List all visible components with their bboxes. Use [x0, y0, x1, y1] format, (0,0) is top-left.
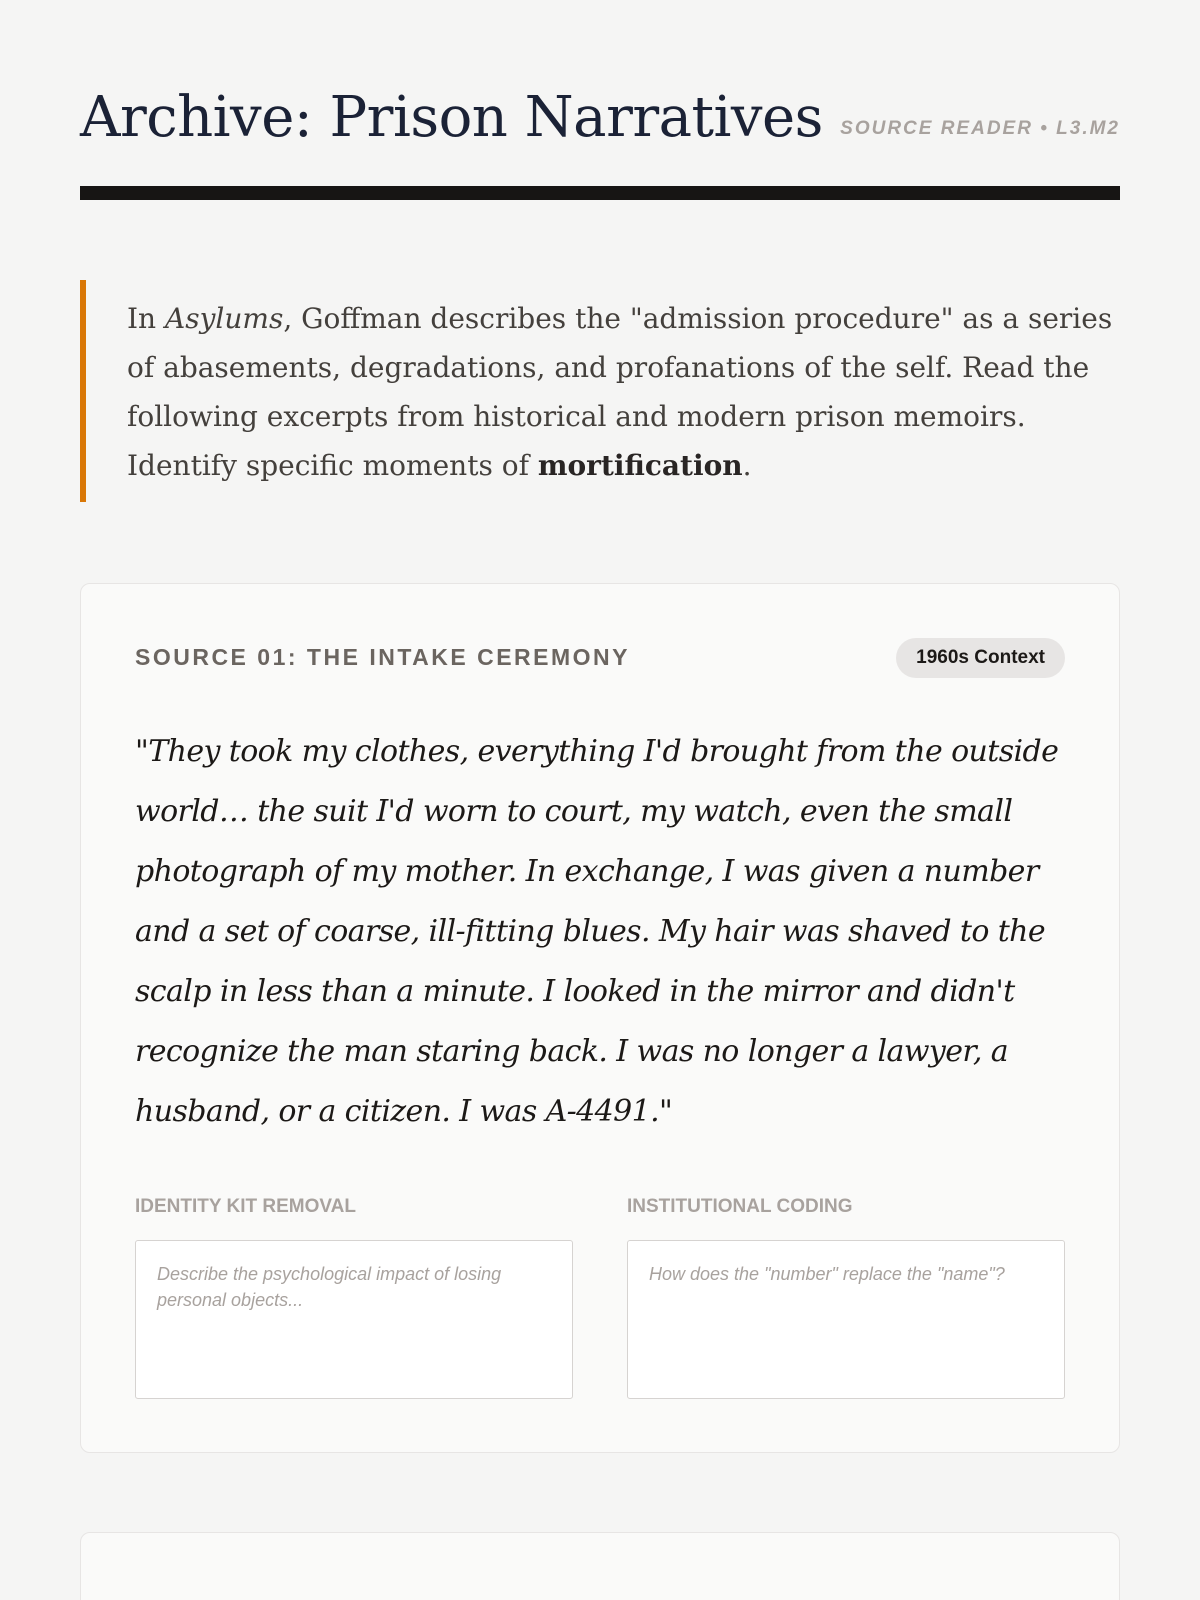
source-label: SOURCE 01: THE INTAKE CEREMONY — [135, 644, 631, 670]
instructions-accent-bar — [80, 280, 86, 502]
page-header — [80, 78, 1120, 158]
instructions-block — [80, 280, 1120, 502]
source-card-header — [135, 638, 1065, 678]
header-divider — [80, 186, 1120, 200]
source-quote: "They took my clothes, everything I'd brought from the outside world… the suit I'd worn to court, my watch, even the small photograph of my mother. In exchange, I was given a number and a set of coarse, ill-fitting blues. My hair was shaved to the scalp in less than a minute. I looked in the mirror and didn't recognize the man staring back. I was no longer a lawyer, a husband, or a citizen. I was A-4491." — [135, 734, 1059, 1129]
instructions-text — [127, 294, 1127, 490]
instructions-text-part3: . — [742, 449, 752, 482]
instructions-text-part2: , Goffman describes the "admission procedure" as a series of abasements, degradations, and profanations of the self. Read the following excerpts from historical and modern prison memoirs. Identify specific moments of — [127, 302, 1113, 482]
identity-kit-removal-field — [135, 1196, 573, 1399]
institutional-coding-field — [627, 1196, 1065, 1399]
page-title: Archive: Prison Narratives — [80, 85, 823, 150]
context-badge: 1960s Context — [896, 638, 1065, 678]
identity-kit-removal-input[interactable] — [135, 1240, 573, 1399]
book-title: Asylums — [165, 302, 284, 335]
key-term: mortification — [537, 449, 743, 482]
next-source-card — [80, 1532, 1120, 1600]
identity-kit-removal-label: IDENTITY KIT REMOVAL — [135, 1196, 356, 1217]
source-card — [80, 583, 1120, 1453]
institutional-coding-input[interactable] — [627, 1240, 1065, 1399]
module-code: SOURCE READER • L3.M2 — [840, 118, 1120, 139]
instructions-text-part1: In — [127, 302, 165, 335]
institutional-coding-label: INSTITUTIONAL CODING — [627, 1196, 853, 1217]
